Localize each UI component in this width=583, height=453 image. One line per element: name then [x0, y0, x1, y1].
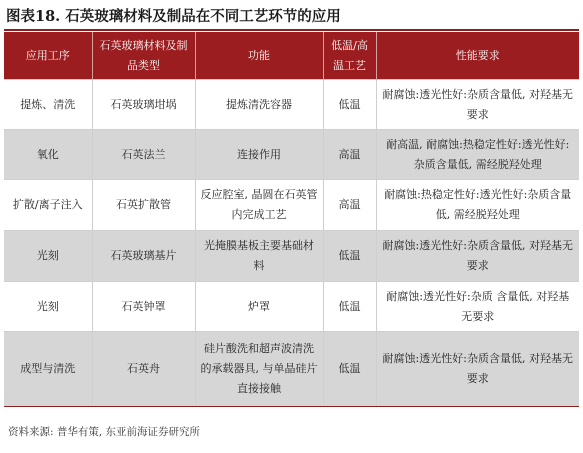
- cell-function: 连接作用: [195, 130, 323, 180]
- cell-requirement: 耐腐蚀:透光性好:杂质含量低, 对羟基无要求: [376, 332, 579, 407]
- cell-requirement: 耐腐蚀:透光性好:杂质含量低, 对羟基无要求: [376, 80, 579, 130]
- cell-temperature: 低温: [323, 231, 376, 282]
- cell-function: 反应腔室, 晶圆在石英管内完成工艺: [195, 180, 323, 231]
- cell-function: 提炼清洗容器: [195, 80, 323, 130]
- table-row: [4, 231, 579, 282]
- application-table: [4, 32, 579, 407]
- cell-process: 光刻: [4, 282, 92, 332]
- cell-requirement: 耐腐蚀:透光性好:杂质含量低, 对羟基无要求: [376, 231, 579, 282]
- table-row: [4, 80, 579, 130]
- cell-process: 提炼、清洗: [4, 80, 92, 130]
- cell-requirement: 耐高温, 耐腐蚀:热稳定性好:透光性好:杂质含量低, 需经脱羟处理: [376, 130, 579, 180]
- cell-process: 扩散/离子注入: [4, 180, 92, 231]
- cell-requirement: 耐腐蚀:透光性好:杂质 含量低, 对羟基无要求: [376, 282, 579, 332]
- cell-product: 石英扩散管: [92, 180, 195, 231]
- cell-process: 氧化: [4, 130, 92, 180]
- cell-process: 成型与清洗: [4, 332, 92, 407]
- cell-product: 石英玻璃基片: [92, 231, 195, 282]
- cell-temperature: 高温: [323, 130, 376, 180]
- cell-product: 石英法兰: [92, 130, 195, 180]
- header-requirement: 性能要求: [376, 32, 579, 80]
- cell-function: 炉罩: [195, 282, 323, 332]
- cell-function: 光掩膜基板主要基础材料: [195, 231, 323, 282]
- table-row: [4, 180, 579, 231]
- header-process: 应用工序: [4, 32, 92, 80]
- table-row: [4, 130, 579, 180]
- source-note: 资料来源: 普华有策, 东亚前海证券研究所: [8, 426, 201, 438]
- table-header-row: [4, 32, 579, 80]
- table-row: [4, 282, 579, 332]
- header-product: 石英玻璃材料及制品类型: [92, 32, 195, 80]
- cell-function: 硅片酸洗和超声波清洗的承载器具, 与单晶硅片直接接触: [195, 332, 323, 407]
- cell-temperature: 低温: [323, 282, 376, 332]
- cell-product: 石英玻璃坩埚: [92, 80, 195, 130]
- header-function: 功能: [195, 32, 323, 80]
- header-temperature: 低温/高温工艺: [323, 32, 376, 80]
- cell-process: 光刻: [4, 231, 92, 282]
- figure-title: 图表18. 石英玻璃材料及制品在不同工艺环节的应用: [6, 8, 341, 25]
- title-rule: [4, 29, 579, 31]
- table-row: [4, 332, 579, 407]
- cell-temperature: 高温: [323, 180, 376, 231]
- cell-product: 石英舟: [92, 332, 195, 407]
- cell-requirement: 耐腐蚀:热稳定性好:透光性好:杂质含量低, 需经脱羟处理: [376, 180, 579, 231]
- cell-product: 石英钟罩: [92, 282, 195, 332]
- cell-temperature: 低温: [323, 80, 376, 130]
- cell-temperature: 低温: [323, 332, 376, 407]
